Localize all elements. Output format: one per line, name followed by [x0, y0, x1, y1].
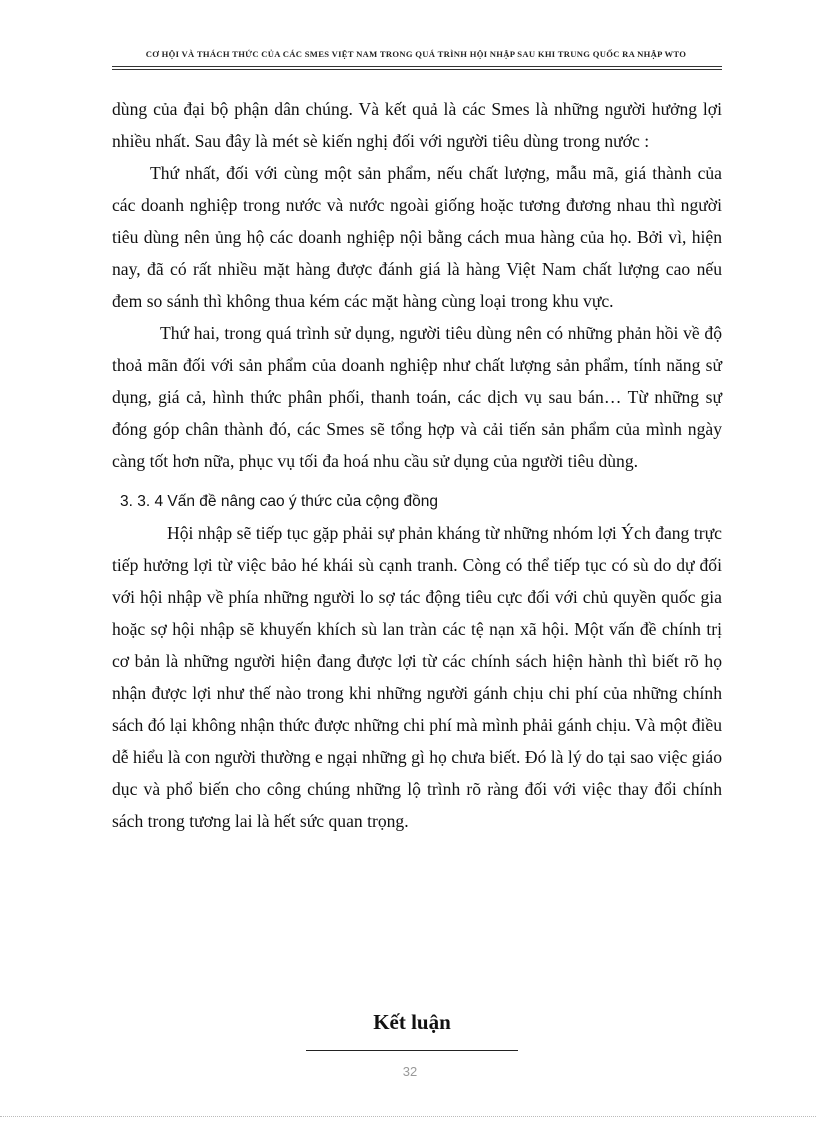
- conclusion-underline: [306, 1050, 518, 1051]
- conclusion-title: Kết luận: [373, 1010, 451, 1034]
- paragraph-second-recommendation: Thứ hai, trong quá trình sử dụng, người tiêu dùng nên có những phản hồi về độ thoả mãn đối với sản phẩm của doanh nghiệp như chất lượng sản phẩm, tính năng sử dụng, giá cả, hình thức phân phối, thanh toán, các dịch vụ sau bán… Từ những sự đóng góp chân thành đó, các Smes sẽ tổng hợp và cải tiến sản phẩm của mình ngày càng tốt hơn nữa, phục vụ tối đa hoá nhu cầu sử dụng của người tiêu dùng.: [112, 323, 722, 471]
- page-content: [112, 93, 722, 837]
- paragraph-community-awareness: Hội nhập sẽ tiếp tục gặp phải sự phản kháng từ những nhóm lợi Ých đang trực tiếp hưởng lợi từ việc bảo hé khái sù cạnh tranh. Còng có thể tiếp tục có sù do dự đối với hội nhập về phía những người lo sợ tác động tiêu cực đối với chủ quyền quốc gia hoặc sợ hội nhập sẽ khuyến khích sù lan tràn các tệ nạn xã hội. Một vấn đề chính trị cơ bản là những người hiện đang được lợi từ các chính sách hiện hành thì biết rõ họ nhận được lợi như thế nào trong khi những người gánh chịu chi phí của những chính sách đó lại không nhận thức được những chi phí mà mình phải gánh chịu. Và một điều dễ hiểu là con người thường e ngại những gì họ chưa biết. Đó là lý do tại sao việc giáo dục và phổ biến cho công chúng những lộ trình rõ ràng đối với việc thay đổi chính sách trong tương lai là hết sức quan trọng.: [112, 523, 722, 831]
- header-rule-top: [112, 66, 722, 67]
- page-bottom-border: [0, 1116, 816, 1117]
- running-header: CƠ HỘI VÀ THÁCH THỨC CỦA CÁC SMES VIỆT NAM TRONG QUÁ TRÌNH HỘI NHẬP SAU KHI TRUNG QUỐC RA NHẬP WTO: [145, 49, 687, 59]
- page-number: 32: [402, 1064, 418, 1079]
- section-heading: 3. 3. 4 Vấn đề nâng cao ý thức của cộng đồng: [120, 493, 439, 510]
- paragraph-consumer-intro: dùng của đại bộ phận dân chúng. Và kết quả là các Smes là những người hưởng lợi nhiều nhất. Sau đây là mét sè kiến nghị đối với người tiêu dùng trong nước :: [112, 99, 722, 151]
- paragraph-first-recommendation: Thứ nhất, đối với cùng một sản phẩm, nếu chất lượng, mẫu mã, giá thành của các doanh nghiệp trong nước và nước ngoài giống hoặc tương đương nhau thì người tiêu dùng nên ủng hộ các doanh nghiệp nội bằng cách mua hàng của họ. Bởi vì, hiện nay, đã có rất nhiều mặt hàng được đánh giá là hàng Việt Nam chất lượng cao nếu đem so sánh thì không thua kém các mặt hàng cùng loại trong khu vực.: [112, 163, 722, 311]
- header-rule-bottom: [112, 69, 722, 70]
